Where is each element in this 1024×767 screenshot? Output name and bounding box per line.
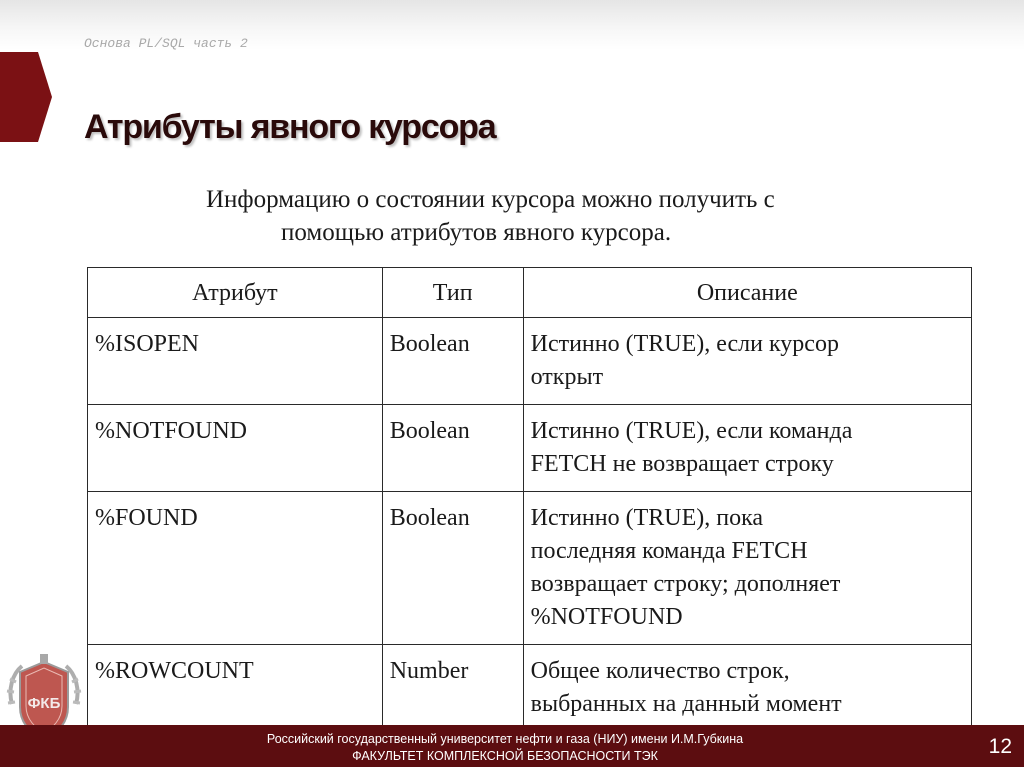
table-header-row [88, 268, 972, 318]
table-row [88, 318, 972, 405]
cell-description [523, 405, 971, 492]
page-number: 12 [988, 735, 1012, 758]
cell-type: Boolean [382, 405, 523, 492]
description-line: Общее количество строк, [530, 658, 790, 684]
intro-paragraph [206, 183, 775, 249]
cell-attribute: %FOUND [88, 492, 383, 645]
footer-bar [0, 725, 1024, 767]
cell-description [523, 318, 971, 405]
description-line: Истинно (TRUE), если команда [530, 418, 853, 444]
cursor-attributes-table [87, 267, 972, 732]
description-line: выбранных на данный момент [530, 691, 842, 717]
description-line: открыт [530, 364, 604, 390]
header-type: Тип [382, 268, 523, 318]
cell-type: Boolean [382, 492, 523, 645]
intro-line-2: помощью атрибутов явного курсора. [281, 219, 672, 246]
cell-attribute: %ISOPEN [88, 318, 383, 405]
description-line: Истинно (TRUE), если курсор [530, 331, 839, 357]
cell-description [523, 492, 971, 645]
header-description: Описание [523, 268, 971, 318]
description-line: возвращает строку; дополняет [530, 571, 841, 597]
footer-faculty: ФАКУЛЬТЕТ КОМПЛЕКСНОЙ БЕЗОПАСНОСТИ ТЭК [352, 749, 658, 763]
table-row [88, 405, 972, 492]
logo-text: ФКБ [27, 695, 61, 712]
cell-attribute: %ROWCOUNT [88, 645, 383, 732]
footer-university: Российский государственный университет нефти и газа (НИУ) имени И.М.Губкина [266, 732, 744, 746]
table-row [88, 645, 972, 732]
slide-title: Атрибуты явного курсора [84, 108, 496, 146]
side-arrow-marker [0, 52, 52, 142]
cell-attribute: %NOTFOUND [88, 405, 383, 492]
table-row [88, 492, 972, 645]
slide-subtitle: Основа PL/SQL часть 2 [84, 36, 248, 51]
cell-type: Number [382, 645, 523, 732]
description-line: FETCH не возвращает строку [530, 451, 834, 477]
cell-type: Boolean [382, 318, 523, 405]
header-attribute: Атрибут [88, 268, 383, 318]
description-line: последняя команда FETCH [530, 538, 808, 564]
cell-description [523, 645, 971, 732]
description-line: %NOTFOUND [530, 604, 683, 630]
footer-text [0, 731, 1010, 765]
intro-line-1: Информацию о состоянии курсора можно получить с [206, 186, 775, 213]
description-line: Истинно (TRUE), пока [530, 505, 764, 531]
